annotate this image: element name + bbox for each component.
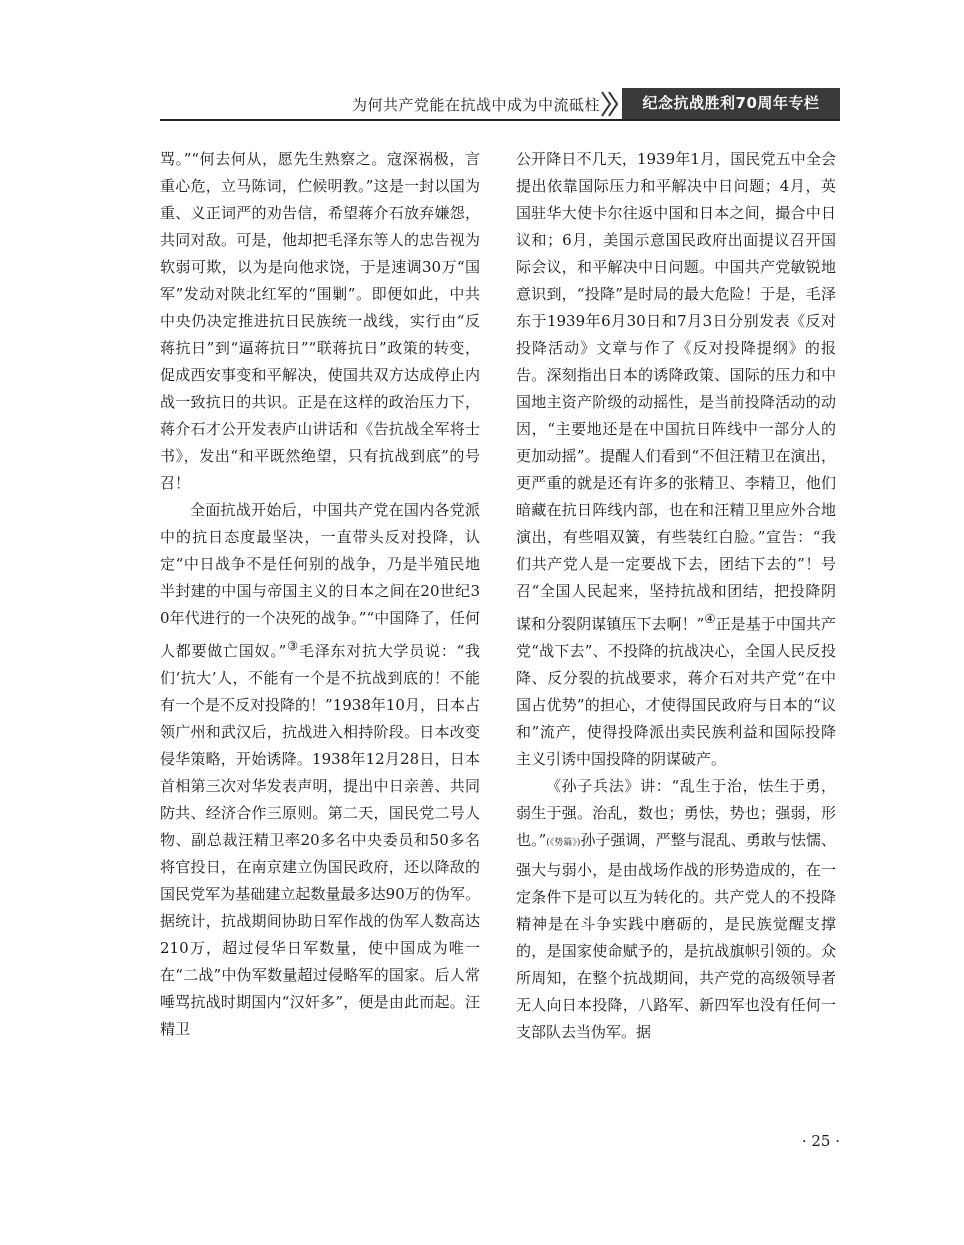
- right-column: [516, 146, 836, 1046]
- paragraph-text: 毛泽东对抗大学员说：“我们‘抗大’人，不能有一个是不抗战到底的！不能有一个是不反对投降的！”1938年10月，日本占领广州和武汉后，抗战进入相持阶段。日本改变侵华策略，开始诱降。1938年12月28日，日本首相第三次对华发表声明，提出中日亲善、共同防共、经济合作三原则。第二天，国民党二号人物、副总裁汪精卫率20多名中央委员和50多名将官投日，在南京建立伪国民政府，还以降敌的国民党军为基础建立起数量最多达90万的伪军。据统计，抗战期间协助日军作战的伪军人数高达210万，超过侵华日军数量，使中国成为唯一在“二战”中伪军数量超过侵略军的国家。后人常唾骂抗战时期国内“汉奸多”，便是由此而起。汪精卫: [160, 642, 481, 1038]
- header-article-title: 为何共产党能在抗战中成为中流砥柱: [351, 96, 600, 114]
- double-chevron-right-icon: [600, 90, 622, 118]
- paragraph: [516, 146, 836, 773]
- running-header: [160, 86, 840, 120]
- paragraph-text: 《孙子兵法》讲：“乱生于治，怯生于勇，弱生于强。治乱，数也；勇怯，势也；强弱，形也。”: [516, 777, 836, 849]
- page-number: · 25 ·: [801, 1132, 840, 1150]
- paragraph-text: 全面抗战开始后，中国共产党在国内各党派中的抗日态度最坚决，一直带头反对投降，认定“中日战争不是任何别的战争，乃是半殖民地半封建的中国与帝国主义的日本之间在20世纪30年代进行的一个决死的战争。”“中国降了，任何人都要做亡国奴。”: [160, 501, 480, 660]
- paragraph: [516, 773, 836, 1046]
- left-column: [160, 146, 480, 1043]
- header-rule: [160, 119, 840, 121]
- footnote-marker: ③: [286, 638, 299, 653]
- source-note: (《势篇》): [546, 838, 581, 848]
- paragraph-text: 孙子强调，严整与混乱、勇敢与怯懦、强大与弱小，是由战场作战的形势造成的，在一定条件下是可以互为转化的。共产党人的不投降精神是在斗争实践中磨砺的，是民族觉醒支撑的，是国家使命赋予的，是抗战旗帜引领的。众所周知，在整个抗战期间，共产党的高级领导者无人向日本投降，八路军、新四军也没有任何一支部队去当伪军。据: [516, 831, 836, 1041]
- paragraph-text: 骂。”“何去何从，愿先生熟察之。寇深祸极，言重心危，立马陈词，伫候明教。”这是一封以国为重、义正词严的劝告信，希望蒋介石放弃嫌怨，共同对敌。可是，他却把毛泽东等人的忠告视为软弱可欺，以为是向他求饶，于是速调30万“国军”发动对陕北红军的“围剿”。即便如此，中共中央仍决定推进抗日民族统一战线，实行由“反蒋抗日”到“逼蒋抗日”“联蒋抗日”政策的转变，促成西安事变和平解决，使国共双方达成停止内战一致抗日的共识。正是在这样的政治压力下，蒋介石才公开发表庐山讲话和《告抗战全军将士书》，发出“和平既然绝望，只有抗战到底”的号召！: [160, 150, 480, 492]
- paragraph-text: 正是基于中国共产党“战下去”、不投降的抗战决心，全国人民反投降、反分裂的抗战要求，蒋介石对共产党“在中国占优势”的担心，才使得国民政府与日本的“议和”流产，使得投降派出卖民族利益和国际投降主义引诱中国投降的阴谋破产。: [516, 615, 836, 768]
- paragraph-text: 公开降日不几天，1939年1月，国民党五中全会提出依靠国际压力和平解决中日问题；4月，英国驻华大使卡尔往返中国和日本之间，撮合中日议和；6月，美国示意国民政府出面提议召开国际会议，和平解决中日问题。中国共产党敏锐地意识到，“投降”是时局的最大危险！于是，毛泽东于1939年6月30日和7月3日分别发表《反对投降活动》文章与作了《反对投降提纲》的报告。深刻指出日本的诱降政策、国际的压力和中国地主资产阶级的动摇性，是当前投降活动的动因，“主要地还是在中国抗日阵线中一部分人的更加动摇”。提醒人们看到“不但汪精卫在演出，更严重的就是还有许多的张精卫、李精卫，他们暗藏在抗日阵线内部，也在和汪精卫里应外合地演出，有些唱双簧，有些装红白脸。”宣告：“我们共产党人是一定要战下去，团结下去的”！号召“全国人民起来，坚持抗战和团结，把投降阴谋和分裂阴谋镇压下去啊！”: [516, 150, 836, 633]
- paragraph: [160, 497, 480, 1043]
- paragraph: [160, 146, 480, 497]
- footnote-marker: ④: [704, 611, 716, 626]
- header-column-title: 纪念抗战胜利70周年专栏: [622, 88, 840, 119]
